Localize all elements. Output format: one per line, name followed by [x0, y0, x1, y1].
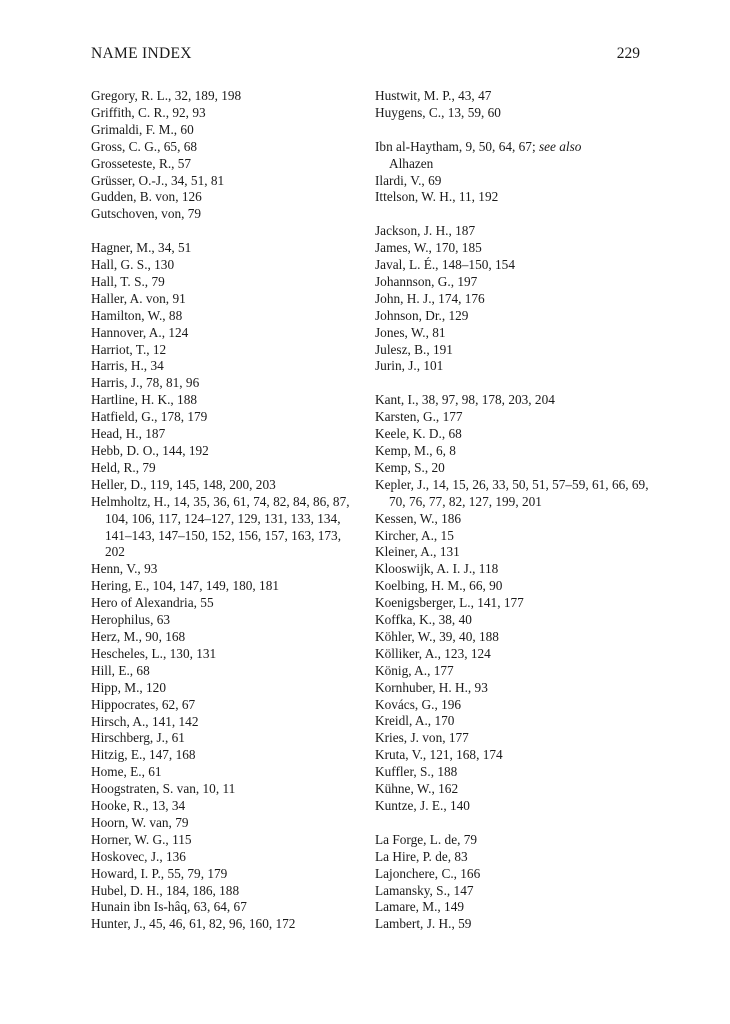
index-entry: Hering, E., 104, 147, 149, 180, 181 — [91, 578, 279, 594]
index-entry: Kühne, W., 162 — [375, 781, 459, 797]
index-entry: Julesz, B., 191 — [375, 341, 453, 357]
index-entry: Hooke, R., 13, 34 — [91, 798, 186, 814]
index-entry: Haller, A. von, 91 — [91, 290, 186, 306]
index-entry: Jones, W., 81 — [375, 324, 446, 340]
index-entry: Herophilus, 63 — [91, 612, 171, 628]
index-entry: Hill, E., 68 — [91, 662, 150, 678]
index-entry: Ilardi, V., 69 — [375, 172, 442, 188]
index-entry: Horner, W. G., 115 — [91, 831, 192, 847]
index-entry: Home, E., 61 — [91, 764, 162, 780]
index-entry: Hitzig, E., 147, 168 — [91, 747, 196, 763]
index-entry: Koelbing, H. M., 66, 90 — [375, 578, 503, 594]
index-entry: Hoorn, W. van, 79 — [91, 814, 189, 830]
index-column-left — [91, 88, 356, 933]
index-entry: Kemp, M., 6, 8 — [375, 442, 456, 458]
index-group-i — [375, 139, 650, 207]
index-entry: Hustwit, M. P., 43, 47 — [375, 88, 492, 103]
index-entry: Hipp, M., 120 — [91, 679, 166, 695]
index-entry: Hirschberg, J., 61 — [91, 730, 185, 746]
page-number: 229 — [616, 45, 640, 62]
index-entry: Grosseteste, R., 57 — [91, 155, 192, 171]
index-entry: Lamare, M., 149 — [375, 899, 464, 915]
index-entry: Head, H., 187 — [91, 426, 166, 442]
index-entry: Gross, C. G., 65, 68 — [91, 138, 198, 154]
index-entry: Hoogstraten, S. van, 10, 11 — [91, 781, 236, 797]
index-entry: Heller, D., 119, 145, 148, 200, 203 — [91, 476, 276, 492]
see-also-target: Alhazen — [389, 155, 434, 171]
index-entry: Hall, T. S., 79 — [91, 273, 165, 289]
index-entry: Karsten, G., 177 — [375, 409, 463, 425]
letter-gap — [375, 122, 650, 139]
index-entry: Harriot, T., 12 — [91, 341, 167, 357]
index-entry: Grüsser, O.-J., 34, 51, 81 — [91, 172, 225, 188]
page-header — [91, 45, 640, 65]
index-entry: Jurin, J., 101 — [375, 358, 444, 374]
index-entry: Kant, I., 38, 97, 98, 178, 203, 204 — [375, 392, 555, 408]
index-entry: Hannover, A., 124 — [91, 324, 189, 340]
index-entry: Huygens, C., 13, 59, 60 — [375, 104, 501, 120]
index-entry: Hatfield, G., 178, 179 — [91, 409, 208, 425]
index-entry: James, W., 170, 185 — [375, 240, 482, 256]
index-entry: Lajonchere, C., 166 — [375, 865, 481, 881]
index-entry: Johnson, Dr., 129 — [375, 307, 469, 323]
index-entry: Held, R., 79 — [91, 459, 156, 475]
running-head: NAME INDEX — [91, 45, 192, 62]
index-entry: Gregory, R. L., 32, 189, 198 — [91, 88, 242, 103]
index-entry: La Hire, P. de, 83 — [375, 848, 468, 864]
index-entry: Hamilton, W., 88 — [91, 307, 183, 323]
index-entry: Hescheles, L., 130, 131 — [91, 645, 217, 661]
letter-gap — [375, 815, 650, 832]
index-entry: Hagner, M., 34, 51 — [91, 240, 192, 256]
letter-gap — [375, 375, 650, 392]
index-entry: Kornhuber, H. H., 93 — [375, 679, 488, 695]
index-entry-helmholtz: Helmholtz, H., 14, 35, 36, 61, 74, 82, 84, 86, 87, 104, 106, 117, 124–127, 129, 131, 133, 134, 141–143, 147–150, 152, 156, 157, 163, 173, 202 — [91, 493, 350, 560]
entry-text: Ibn al-Haytham, 9, 50, 64, 67; — [375, 138, 539, 154]
index-entry: Kruta, V., 121, 168, 174 — [375, 747, 503, 763]
index-entry: Keele, K. D., 68 — [375, 426, 462, 442]
index-group-h — [91, 240, 356, 933]
index-entry: Hubel, D. H., 184, 186, 188 — [91, 882, 240, 898]
index-entry: Hunain ibn Is-hâq, 63, 64, 67 — [91, 899, 247, 915]
index-entry: Hero of Alexandria, 55 — [91, 595, 214, 611]
index-group-j — [375, 223, 650, 375]
index-entry: Jackson, J. H., 187 — [375, 223, 476, 239]
index-entry: Howard, I. P., 55, 79, 179 — [91, 865, 228, 881]
letter-gap — [375, 206, 650, 223]
index-entry: Köhler, W., 39, 40, 188 — [375, 628, 499, 644]
index-entry: Gutschoven, von, 79 — [91, 206, 202, 222]
index-group-la — [375, 832, 650, 933]
index-entry: Kries, J. von, 177 — [375, 730, 469, 746]
index-group-hu — [375, 88, 650, 122]
index-entry: Kölliker, A., 123, 124 — [375, 645, 491, 661]
index-entry: Hunter, J., 45, 46, 61, 82, 96, 160, 172 — [91, 916, 296, 932]
index-entry: Kleiner, A., 131 — [375, 544, 460, 560]
index-entry: Hippocrates, 62, 67 — [91, 696, 196, 712]
index-entry-kepler: Kepler, J., 14, 15, 26, 33, 50, 51, 57–59, 61, 66, 69, 70, 76, 77, 82, 127, 199, 201 — [375, 476, 649, 509]
index-entry: John, H. J., 174, 176 — [375, 290, 485, 306]
index-entry: Herz, M., 90, 168 — [91, 628, 186, 644]
index-entry: Hartline, H. K., 188 — [91, 392, 197, 408]
index-entry: Kovács, G., 196 — [375, 696, 462, 712]
index-entry: Gudden, B. von, 126 — [91, 189, 202, 205]
index-entry: Ittelson, W. H., 11, 192 — [375, 189, 499, 205]
index-entry-ibn-al-haytham — [375, 139, 650, 173]
index-entry: Kuffler, S., 188 — [375, 764, 458, 780]
index-entry: Kemp, S., 20 — [375, 459, 445, 475]
index-entry: Koenigsberger, L., 141, 177 — [375, 595, 524, 611]
index-group-k — [375, 392, 650, 815]
index-entry: Koffka, K., 38, 40 — [375, 612, 472, 628]
index-entry: Kreidl, A., 170 — [375, 713, 455, 729]
index-entry: Hirsch, A., 141, 142 — [91, 713, 199, 729]
index-entry: Hebb, D. O., 144, 192 — [91, 443, 209, 459]
index-entry: Griffith, C. R., 92, 93 — [91, 104, 206, 120]
index-entry: Lamansky, S., 147 — [375, 882, 474, 898]
index-column-right — [375, 88, 650, 933]
see-also-text: see also — [538, 138, 582, 154]
index-entry: Harris, J., 78, 81, 96 — [91, 375, 200, 391]
index-entry: Harris, H., 34 — [91, 358, 164, 374]
index-entry: Hall, G. S., 130 — [91, 257, 175, 273]
index-group-gr-gu — [91, 88, 356, 223]
index-entry: König, A., 177 — [375, 662, 454, 678]
index-entry: Grimaldi, F. M., 60 — [91, 121, 194, 137]
index-entry: Johannson, G., 197 — [375, 273, 478, 289]
index-entry: Hoskovec, J., 136 — [91, 848, 186, 864]
index-entry: Kircher, A., 15 — [375, 527, 454, 543]
index-entry: Henn, V., 93 — [91, 561, 158, 577]
index-entry: Kessen, W., 186 — [375, 510, 462, 526]
letter-gap — [91, 223, 356, 240]
index-entry: Lambert, J. H., 59 — [375, 916, 472, 932]
index-entry: Javal, L. É., 148–150, 154 — [375, 257, 515, 273]
index-entry: La Forge, L. de, 79 — [375, 831, 478, 847]
index-entry: Klooswijk, A. I. J., 118 — [375, 561, 499, 577]
index-entry: Kuntze, J. E., 140 — [375, 798, 470, 814]
